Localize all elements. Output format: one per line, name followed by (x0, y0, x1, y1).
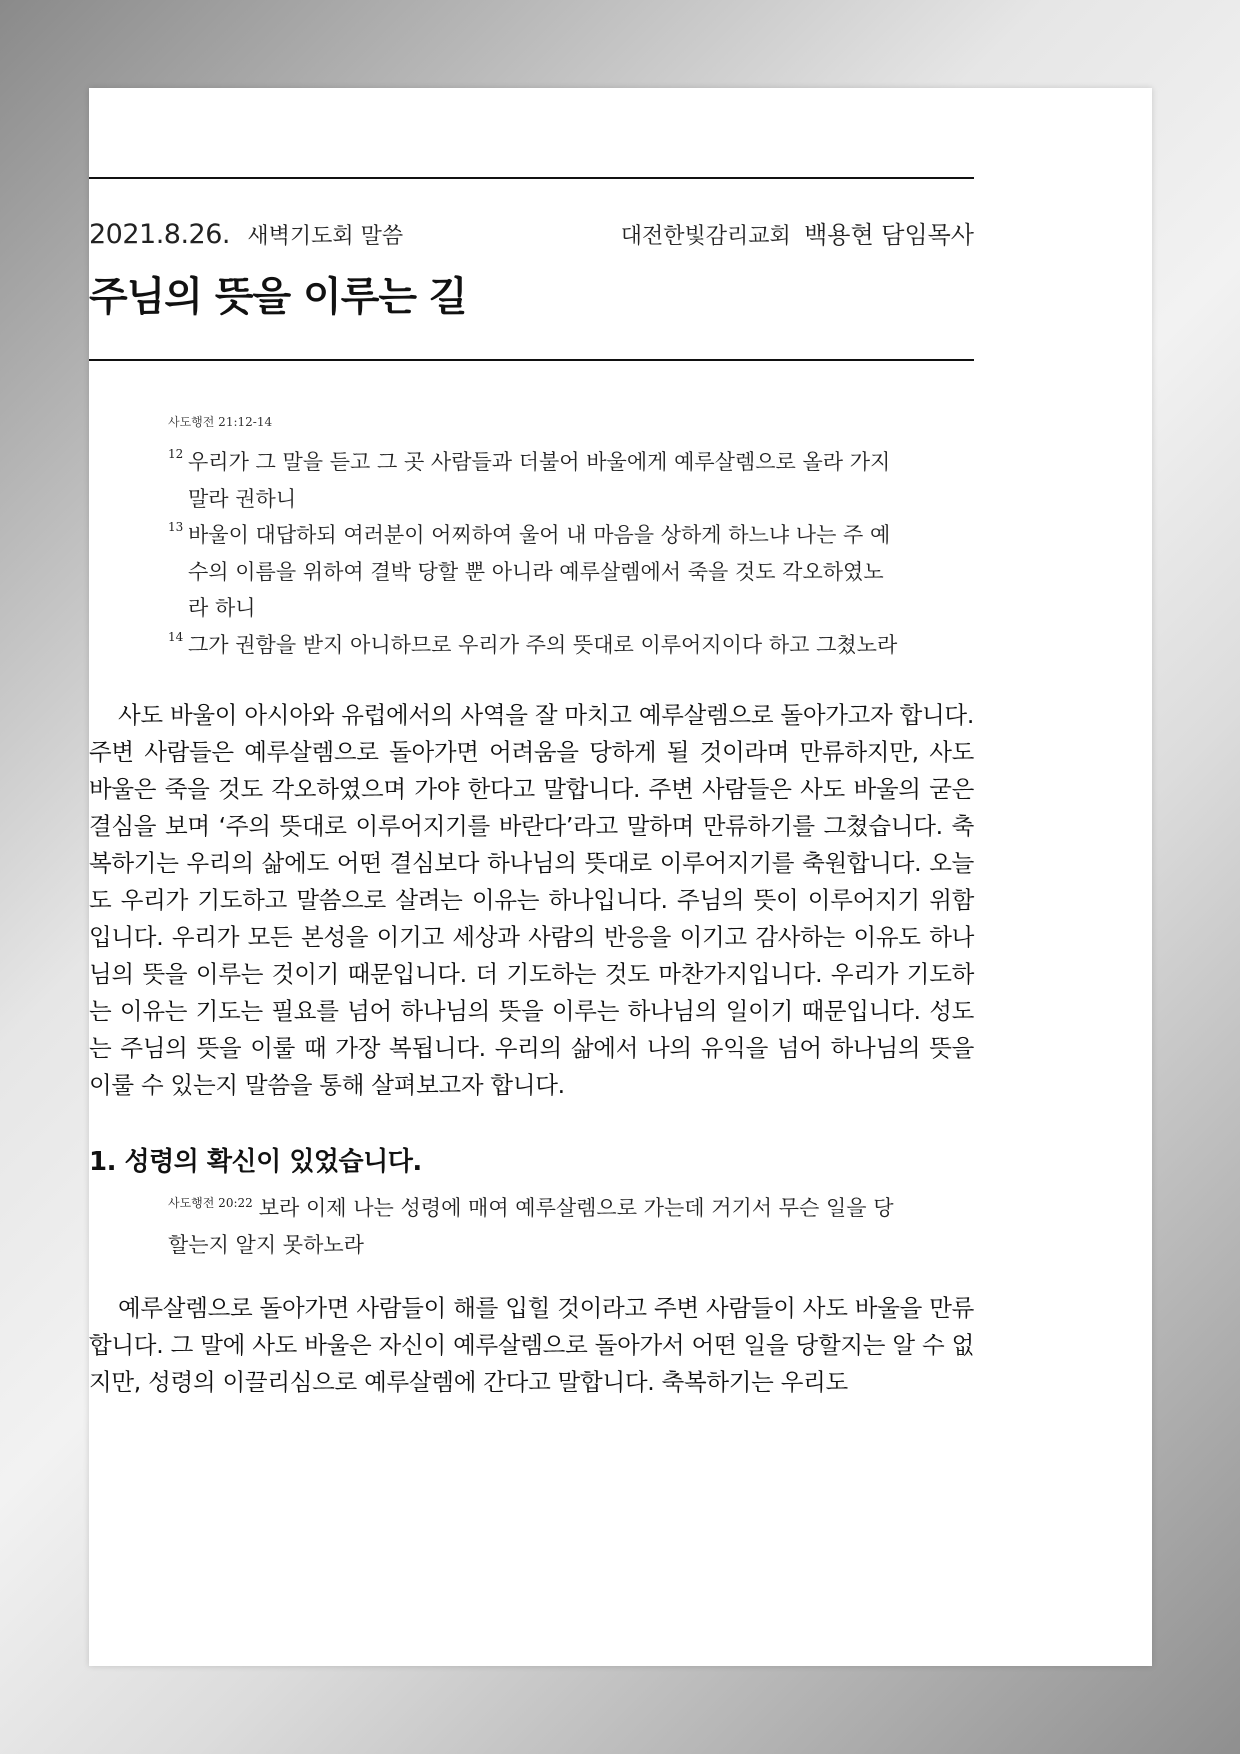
church-pastor (621, 215, 974, 250)
verse-text: 우리가 그 말을 듣고 그 곳 사람들과 더불어 바울에게 예루살렘으로 올라 가지 말라 권하니 (188, 450, 891, 511)
verse-list (168, 444, 903, 663)
scripture-block (168, 413, 903, 663)
section-paragraph: 예루살렘으로 돌아가면 사람들이 해를 입힐 것이라고 주변 사람들이 사도 바울을 만류합니다. 그 말에 사도 바울은 자신이 예루살렘으로 돌아가서 어떤 일을 당할지는 알 수 없지만, 성령의 이끌리심으로 예루살렘에 간다고 말합니다. 축복하기는 우리도 (89, 1294, 974, 1396)
section-heading: 1. 성령의 확신이 있었습니다. (89, 1147, 422, 1177)
verse-text: 바울이 대답하되 여러분이 어찌하여 울어 내 마음을 상하게 하느냐 나는 주 예수의 이름을 위하여 결박 당할 뿐 아니라 예루살렘에서 죽을 것도 각오하였노라 하니 (188, 523, 891, 620)
section-verse-text: 보라 이제 나는 성령에 매여 예루살렘으로 가는데 거기서 무슨 일을 당할는지 알지 못하노라 (168, 1196, 894, 1257)
top-rule (89, 177, 974, 179)
sermon-date: 2021.8.26. (89, 219, 230, 250)
date-service (89, 219, 403, 250)
pastor-name: 백용현 담임목사 (804, 221, 974, 249)
sermon-title: 주님의 뜻을 이루는 길 (89, 274, 467, 320)
section-verse (168, 1185, 903, 1264)
title-rule (89, 359, 974, 361)
section-verse-reference: 사도행전 20:22 (168, 1196, 253, 1210)
header-meta (89, 215, 974, 250)
church-name: 대전한빛감리교회 (620, 224, 791, 249)
verse-item (168, 517, 903, 627)
verse-item (168, 627, 903, 664)
service-name: 새벽기도회 말씀 (247, 224, 404, 249)
verse-number: 14 (168, 629, 184, 644)
intro-paragraph: 사도 바울이 아시아와 유럽에서의 사역을 잘 마치고 예루살렘으로 돌아가고자 합니다. 주변 사람들은 예루살렘으로 돌아가면 어려움을 당하게 될 것이라며 만류하지만, 사도 바울은 죽을 것도 각오하였으며 가야 한다고 말합니다. 주변 사람들은 사도 바울의 굳은 결심을 보며 ‘주의 뜻대로 이루어지기를 바란다’라고 말하며 만류하기를 그쳤습니다. 축복하기는 우리의 삶에도 어떤 결심보다 하나님의 뜻대로 이루어지기를 축원합니다. 오늘도 우리가 기도하고 말씀으로 살려는 이유는 하나입니다. 주님의 뜻이 이루어지기 위함입니다. 우리가 모든 본성을 이기고 세상과 사람의 반응을 이기고 감사하는 이유도 하나님의 뜻을 이루는 것이기 때문입니다. 더 기도하는 것도 마찬가지입니다. 우리가 기도하는 이유는 기도는 필요를 넘어 하나님의 뜻을 이루는 하나님의 일이기 때문입니다. 성도는 주님의 뜻을 이룰 때 가장 복됩니다. 우리의 삶에서 나의 유익을 넘어 하나님의 뜻을 이룰 수 있는지 말씀을 통해 살펴보고자 합니다. (89, 701, 974, 1099)
verse-number: 13 (168, 520, 184, 534)
verse-number: 12 (168, 447, 184, 461)
document-content (89, 88, 974, 1401)
verse-item (168, 444, 903, 517)
verse-text: 그가 권함을 받지 아니하므로 우리가 주의 뜻대로 이루어지이다 하고 그쳤노라 (188, 632, 898, 657)
scripture-reference: 사도행전 21:12-14 (168, 415, 273, 429)
